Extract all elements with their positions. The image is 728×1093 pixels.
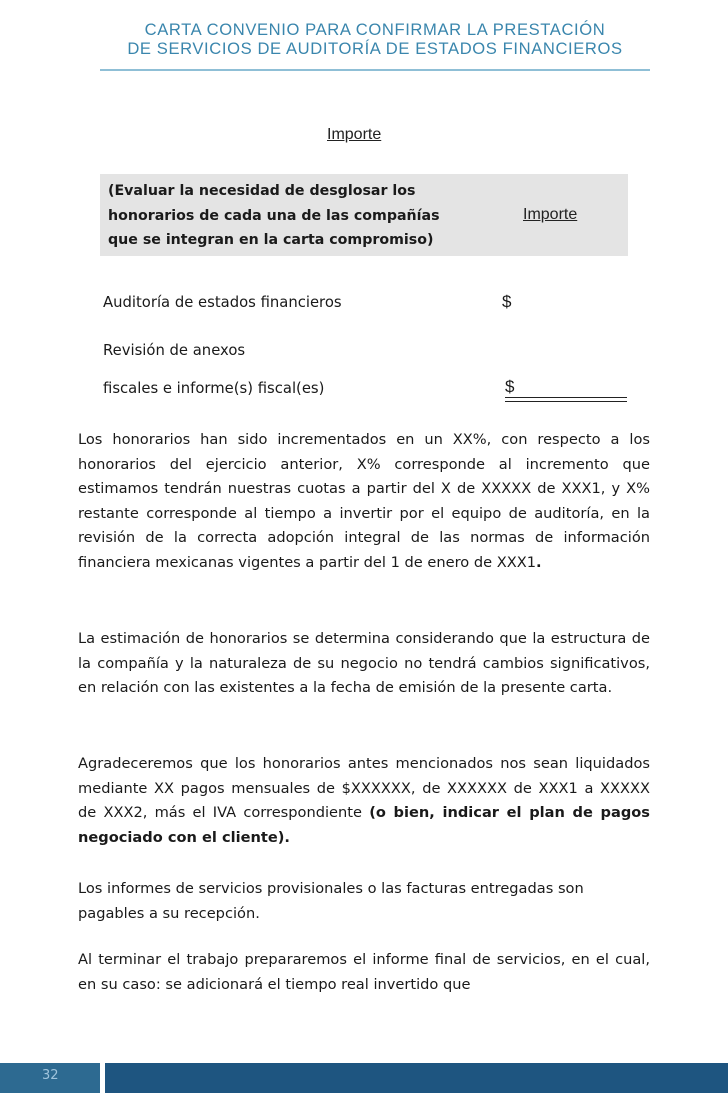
importe-column-label: Importe [523, 206, 578, 223]
evaluar-line-3: que se integran en la carta compromiso) [108, 232, 434, 248]
footer-bar [105, 1063, 728, 1093]
paragraph-pagos [78, 752, 650, 850]
header-line-2: DE SERVICIOS DE AUDITORÍA DE ESTADOS FINANCIEROS [127, 39, 623, 58]
total-underline-top [505, 397, 627, 398]
paragraph-incremento-end: . [536, 553, 542, 571]
fee-row-auditoria-label: Auditoría de estados financieros [103, 294, 342, 311]
document-header [100, 20, 650, 58]
fee-row-fiscales-currency: $ [505, 377, 515, 396]
paragraph-incremento-text: Los honorarios han sido incrementados en un XX%, con respecto a los honorarios del ejercicio anterior, X% corresponde al incremento que estimamos tendrán nuestras cuotas a partir del X de XXXXX de XXX1, y X% restante corresponde al tiempo a invertir por el equipo de auditoría, en la revisión de la correcta adopción integral de las normas de información financiera mexicanas vigentes a partir del 1 de enero de XXX1 [78, 431, 650, 571]
evaluar-line-2: honorarios de cada una de las compañías [108, 207, 440, 224]
page-number: 32 [42, 1068, 59, 1083]
paragraph-pagos-bold: (o bien, indicar el plan de pagos negociado con el cliente). [78, 804, 650, 846]
evaluar-line-1: (Evaluar la necesidad de desglosar los [108, 183, 416, 199]
total-underline-bottom [505, 401, 627, 402]
fee-row-auditoria-currency: $ [502, 292, 512, 311]
header-line-1: CARTA CONVENIO PARA CONFIRMAR LA PRESTACIÓN [144, 20, 606, 39]
fee-row-fiscales-label: fiscales e informe(s) fiscal(es) [103, 380, 325, 397]
evaluar-note [108, 179, 508, 253]
header-rule [100, 69, 650, 71]
paragraph-pagos-text: Agradeceremos que los honorarios antes mencionados nos sean liquidados mediante XX pagos mensuales de $XXXXXX, de XXXXXX de XXX1 a XXXXX de XXX2, más el IVA correspondiente [78, 755, 650, 821]
paragraph-incremento [78, 428, 650, 575]
fees-table-header [100, 174, 628, 256]
importe-title: Importe [327, 126, 382, 143]
paragraph-informes: Los informes de servicios provisionales o las facturas entregadas son pagables a su recepción. [78, 880, 584, 922]
fee-row-anexos-label: Revisión de anexos [103, 342, 246, 359]
paragraph-estimacion: La estimación de honorarios se determina considerando que la estructura de la compañía y la naturaleza de su negocio no tendrá cambios significativos, en relación con las existentes a la fecha de emisión de la presente carta. [78, 630, 650, 696]
paragraph-terminar: Al terminar el trabajo prepararemos el informe final de servicios, en el cual, en su caso: se adicionará el tiempo real invertido que [78, 951, 650, 993]
